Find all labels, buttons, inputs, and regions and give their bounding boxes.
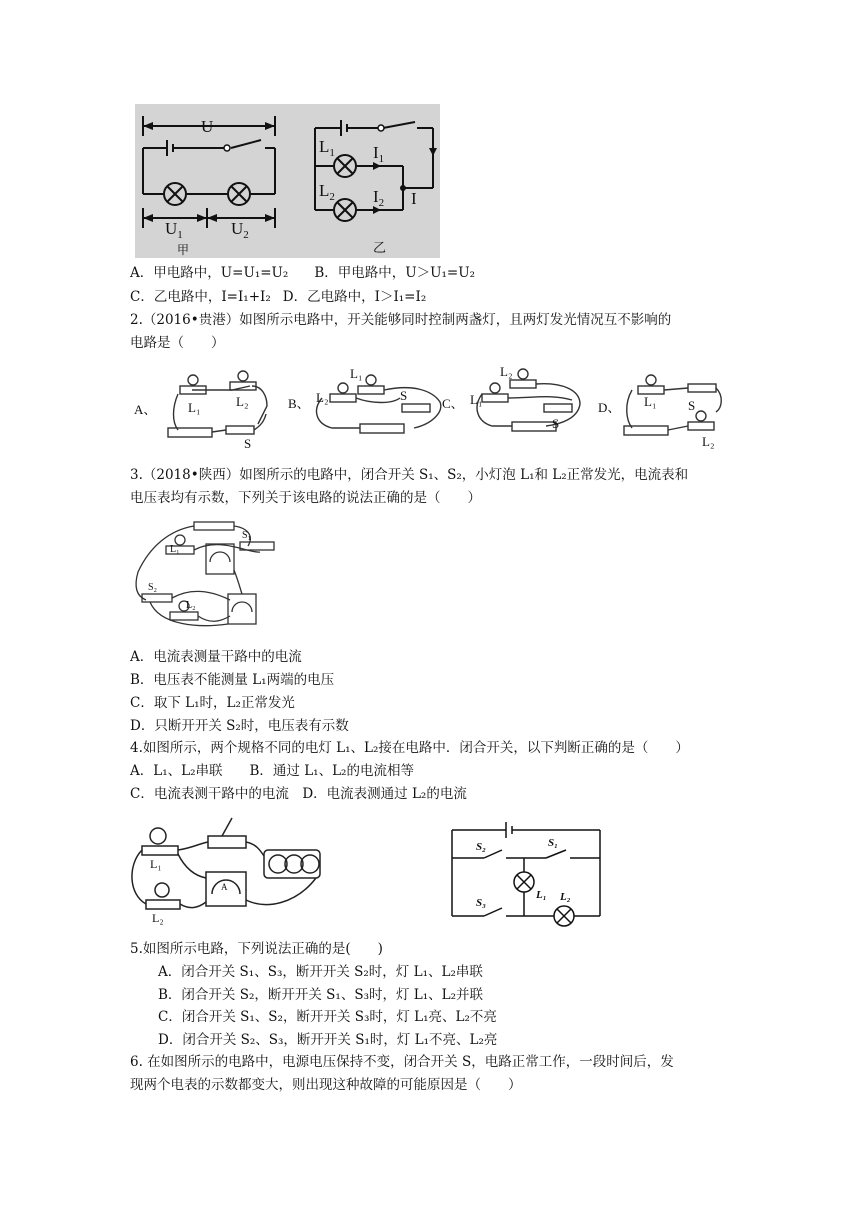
q2-fig-label-c: C、 [442,396,464,411]
q3-fig-l1: L₁ [170,544,180,555]
label-u: U [201,117,214,136]
q3-option-d: D．只断开开关 S₂时，电压表有示数 [130,718,349,734]
q5-fig-l2: L₂ [560,891,571,903]
label-i2-sub: 2 [378,197,385,209]
q1-option-d: D．乙电路中，I＞I₁=I₂ [282,289,427,305]
q5-stem: 5.如图所示电路，下列说法正确的是( ) [130,941,383,957]
label-i2: I [373,187,379,206]
q2-fig-c-s: S [552,416,560,431]
q1-options-ab [130,264,475,282]
label-u2: U [231,219,244,238]
label-l1: L [319,137,330,156]
q2-fig-d-l1: L₁ [644,394,657,409]
q3-fig-l2: L₂ [186,600,196,611]
q2-fig-c-l1: L₁ [470,392,483,407]
q5-fig-s3: S₃ [476,897,486,909]
label-i1-sub: 1 [378,153,385,165]
q3-fig-s2: S₂ [148,582,158,593]
q6-stem-line2: 现两个电表的示数都变大，则出现这种故障的可能原因是（ ） [130,1077,522,1093]
q5-fig-l1: L₁ [536,889,547,901]
label-l2: L [319,181,330,200]
q2-fig-a-s: S [244,436,252,451]
q2-fig-a-l2: L₂ [236,394,249,409]
caption-yi: 乙 [373,240,387,255]
q2-fig-b-l2: L₂ [316,390,329,405]
q4-fig-l2: L₂ [152,911,164,925]
q5-fig-s1: S₁ [548,837,558,849]
q3-fig-s1: S₁ [242,530,252,541]
label-u1-sub: 1 [177,229,183,241]
q3-option-a: A．电流表测量干路中的电流 [130,649,302,665]
q4-fig-l1: L₁ [150,857,162,871]
label-l1-sub: 1 [329,147,335,159]
label-l2-sub: 2 [329,191,335,203]
q2-stem-line2: 电路是（ ） [130,335,225,351]
q2-fig-d-l2: L₂ [702,434,715,449]
q1-circuit-figure [135,104,440,258]
q5-option-d: D．闭合开关 S₂、S₃，断开开关 S₁时，灯 L₁不亮、L₂亮 [158,1032,498,1048]
q2-fig-a-l1: L₁ [188,400,201,415]
q2-circuit-options-figure [132,364,732,456]
q1-option-c: C．乙电路中，I=I₁+I₂ [130,289,271,305]
label-u2-sub: 2 [243,229,249,241]
q3-option-b: B．电压表不能测量 L₁两端的电压 [130,672,335,688]
q4-stem: 4.如图所示，两个规格不同的电灯 L₁、L₂接在电路中．闭合开关，以下判断正确的是（ ） [130,740,689,756]
q6-stem-line1: 6. 在如图所示的电路中，电源电压保持不变，闭合开关 S，电路正常工作，一段时间后，发 [130,1054,674,1070]
q3-circuit-figure [130,516,280,634]
label-i: I [411,189,417,208]
q3-stem-line1: 3.（2018•陕西）如图所示的电路中，闭合开关 S₁、S₂，小灯泡 L₁和 L₂正常发光，电流表和 [130,467,689,483]
q3-stem-line2: 电压表均有示数，下列关于该电路的说法正确的是（ ） [130,490,481,506]
q5-option-a: A．闭合开关 S₁、S₃，断开开关 S₂时，灯 L₁、L₂串联 [158,964,483,980]
q2-fig-label-a: A、 [134,402,157,417]
q4-options-cd: C．电流表测干路中的电流 D．电流表测通过 L₂的电流 [130,786,467,802]
q5-option-b: B．闭合开关 S₂，断开开关 S₁、S₃时，灯 L₁、L₂并联 [158,987,484,1003]
q1-options-cd [130,288,426,306]
q2-stem-line1: 2.（2016•贵港）如图所示电路中，开关能够同时控制两盏灯，且两灯发光情况互不影响的 [130,312,672,328]
caption-jia: 甲 [177,243,190,257]
q5-option-c: C．闭合开关 S₁、S₂，断开开关 S₃时，灯 L₁亮、L₂不亮 [158,1009,497,1025]
q4-fig-meter: A [221,882,228,892]
q2-fig-b-s: S [400,388,408,403]
q3-option-c: C．取下 L₁时，L₂正常发光 [130,695,295,711]
q4-physical-circuit-figure [126,814,326,926]
label-u1: U [165,219,178,238]
q2-fig-label-d: D、 [598,400,621,415]
q1-option-a: A．甲电路中，U=U₁=U₂ [130,265,289,281]
q4-options-ab: A．L₁、L₂串联 B．通过 L₁、L₂的电流相等 [130,763,414,779]
label-i1: I [373,143,379,162]
q5-fig-s2: S₂ [476,841,486,853]
q2-fig-d-s: S [688,398,696,413]
q2-fig-b-l1: L₁ [350,366,363,381]
q1-option-b: B．甲电路中，U＞U₁=U₂ [314,265,476,281]
q2-fig-c-l2: L₂ [500,364,513,379]
q5-circuit-schematic [444,818,608,930]
q2-fig-label-b: B、 [288,396,310,411]
